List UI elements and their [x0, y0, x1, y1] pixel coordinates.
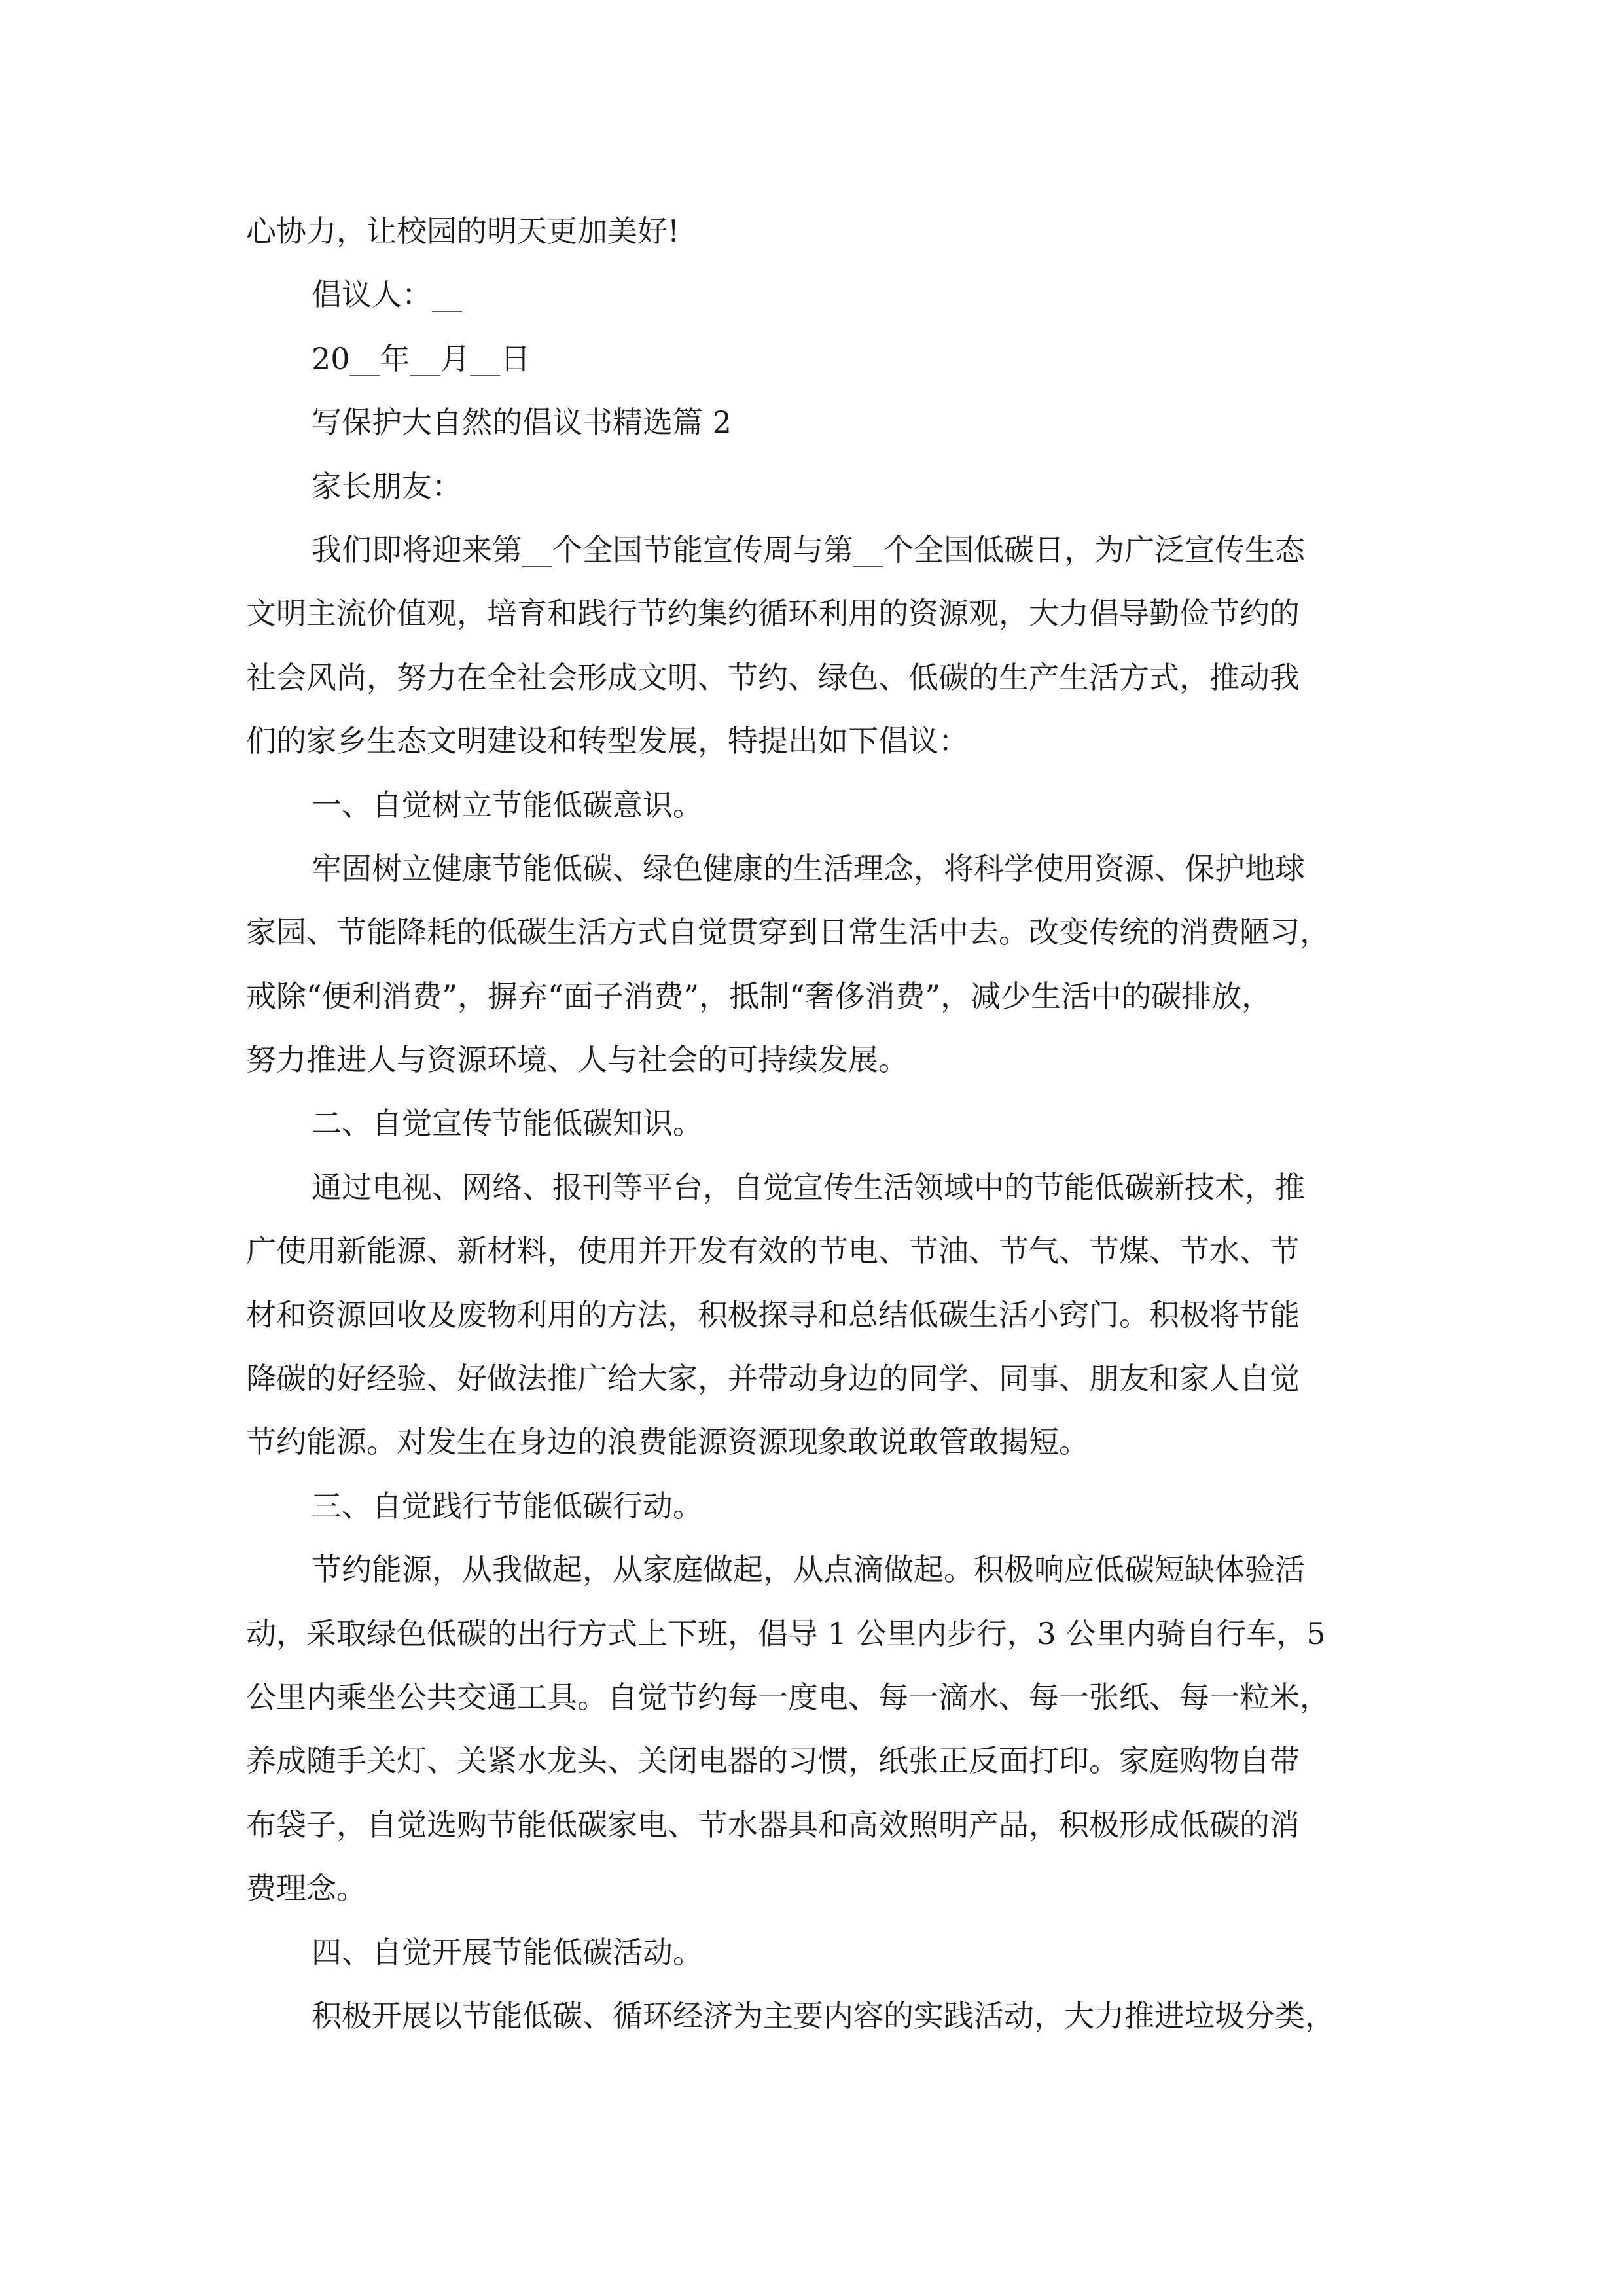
item-2-line: 广使用新能源、新材料，使用并开发有效的节电、节油、节气、节煤、节水、节 [246, 1233, 1300, 1269]
intro-line: 社会风尚，努力在全社会形成文明、节约、绿色、低碳的生产生活方式，推动我 [246, 659, 1300, 695]
intro-line: 我们即将迎来第__个全国节能宣传周与第__个全国低碳日，为广泛宣传生态 [312, 531, 1305, 567]
item-1-line: 牢固树立健康节能低碳、绿色健康的生活理念，将科学使用资源、保护地球 [312, 850, 1305, 886]
intro-line: 们的家乡生态文明建设和转型发展，特提出如下倡议： [246, 723, 969, 759]
section-title: 写保护大自然的倡议书精选篇 2 [312, 404, 732, 440]
item-2-title: 二、自觉宣传节能低碳知识。 [312, 1105, 703, 1141]
item-3-line: 养成随手关灯、关紧水龙头、关闭电器的习惯，纸张正反面打印。家庭购物自带 [246, 1743, 1300, 1779]
document-body [246, 200, 1407, 2048]
item-1-line: 戒除“便利消费”，摒弃“面子消费”，抵制“奢侈消费”，减少生活中的碳排放， [246, 978, 1272, 1014]
item-4-line: 积极开展以节能低碳、循环经济为主要内容的实践活动，大力推进垃圾分类， [312, 1998, 1335, 2034]
item-3-line: 费理念。 [246, 1871, 366, 1907]
item-1-line: 家园、节能降耗的低碳生活方式自觉贯穿到日常生活中去。改变传统的消费陋习， [246, 914, 1330, 950]
signer-line: 倡议人：__ [312, 277, 462, 313]
item-3-line: 布袋子，自觉选购节能低碳家电、节水器具和高效照明产品，积极形成低碳的消 [246, 1806, 1300, 1842]
item-2-line: 材和资源回收及废物利用的方法，积极探寻和总结低碳生活小窍门。积极将节能 [246, 1297, 1300, 1333]
item-2-line: 通过电视、网络、报刊等平台，自觉宣传生活领域中的节能低碳新技术，推 [312, 1169, 1305, 1205]
closing-line: 心协力，让校园的明天更加美好! [246, 213, 680, 249]
item-3-line: 公里内乘坐公共交通工具。自觉节约每一度电、每一滴水、每一张纸、每一粒米， [246, 1679, 1330, 1715]
intro-line: 文明主流价值观，培育和践行节约集约循环利用的资源观，大力倡导勤俭节约的 [246, 596, 1300, 632]
item-3-line: 节约能源，从我做起，从家庭做起，从点滴做起。积极响应低碳短缺体验活 [312, 1552, 1305, 1588]
item-1-title: 一、自觉树立节能低碳意识。 [312, 787, 703, 823]
date-line: 20__年__月__日 [312, 340, 531, 376]
item-2-line: 节约能源。对发生在身边的浪费能源资源现象敢说敢管敢揭短。 [246, 1424, 1089, 1460]
item-1-line: 努力推进人与资源环境、人与社会的可持续发展。 [246, 1042, 908, 1078]
item-4-title: 四、自觉开展节能低碳活动。 [312, 1934, 703, 1970]
item-3-line: 动，采取绿色低碳的出行方式上下班，倡导 1 公里内步行，3 公里内骑自行车，5 [246, 1615, 1326, 1651]
item-2-line: 降碳的好经验、好做法推广给大家，并带动身边的同学、同事、朋友和家人自觉 [246, 1361, 1300, 1397]
item-3-title: 三、自觉践行节能低碳行动。 [312, 1488, 703, 1524]
salutation: 家长朋友： [312, 468, 462, 504]
